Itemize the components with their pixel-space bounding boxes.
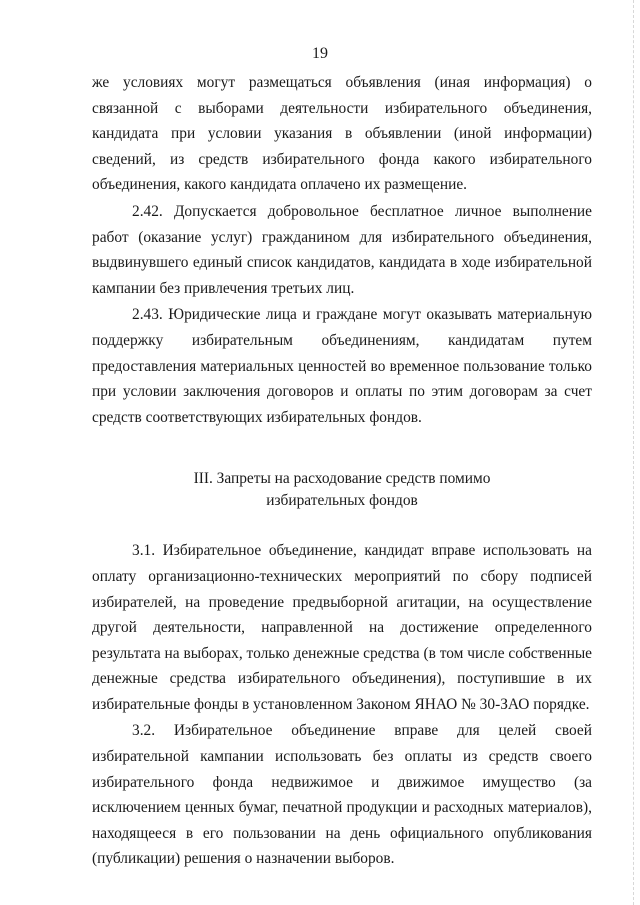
section-spacer-top [92, 430, 592, 468]
section-heading-line-1: III. Запреты на расходование средств помимо [193, 470, 491, 488]
document-body [92, 70, 592, 872]
paragraph-continuation: же условиях могут размещаться объявления (иная информация) о связанной с выборами деятельности избирательного объединения, кандидата при условии указания в объявлении (иной информации) сведений, из средств избирательного фонда какого избирательного объединения, какого кандидата оплачено их размещение. [92, 74, 592, 194]
section-spacer-bottom [92, 512, 592, 538]
paragraph-2-43: 2.43. Юридические лица и граждане могут оказывать материальную поддержку избирательным объединениям, кандидатам путем предоставления материальных ценностей во временное пользование только при условии заключения договоров и оплаты по этим договорам за счет средств соответствующих избирательных фондов. [92, 306, 592, 426]
paragraph-3-1: 3.1. Избирательное объединение, кандидат вправе использовать на оплату организационно-технических мероприятий по сбору подписей избирателей, на проведение предвыборной агитации, на осуществление другой деятельности, направленной на достижение определенного результата на выборах, только денежные средства (в том числе собственные денежные средства избирательного объединения), поступившие в их избирательные фонды в установленном Законом ЯНАО № 30-ЗАО порядке. [92, 542, 592, 713]
page-edge-line [633, 0, 634, 905]
paragraph-2-42: 2.42. Допускается добровольное бесплатное личное выполнение работ (оказание услуг) гражданином для избирательного объединения, выдвинувшего единый список кандидатов, кандидата в ходе избирательной кампании без привлечения третьих лиц. [92, 202, 592, 297]
section-heading-line-2: избирательных фондов [266, 492, 418, 510]
paragraph-3-2: 3.2. Избирательное объединение вправе для целей своей избирательной кампании использовать без оплаты из средств своего избирательного фонда недвижимое и движимое имущество (за исключением ценных бумаг, печатной продукции и расходных материалов), находящееся в его пользовании на день официального опубликования (публикации) решения о назначении выборов. [92, 722, 592, 868]
page-number: 19 [312, 45, 328, 62]
